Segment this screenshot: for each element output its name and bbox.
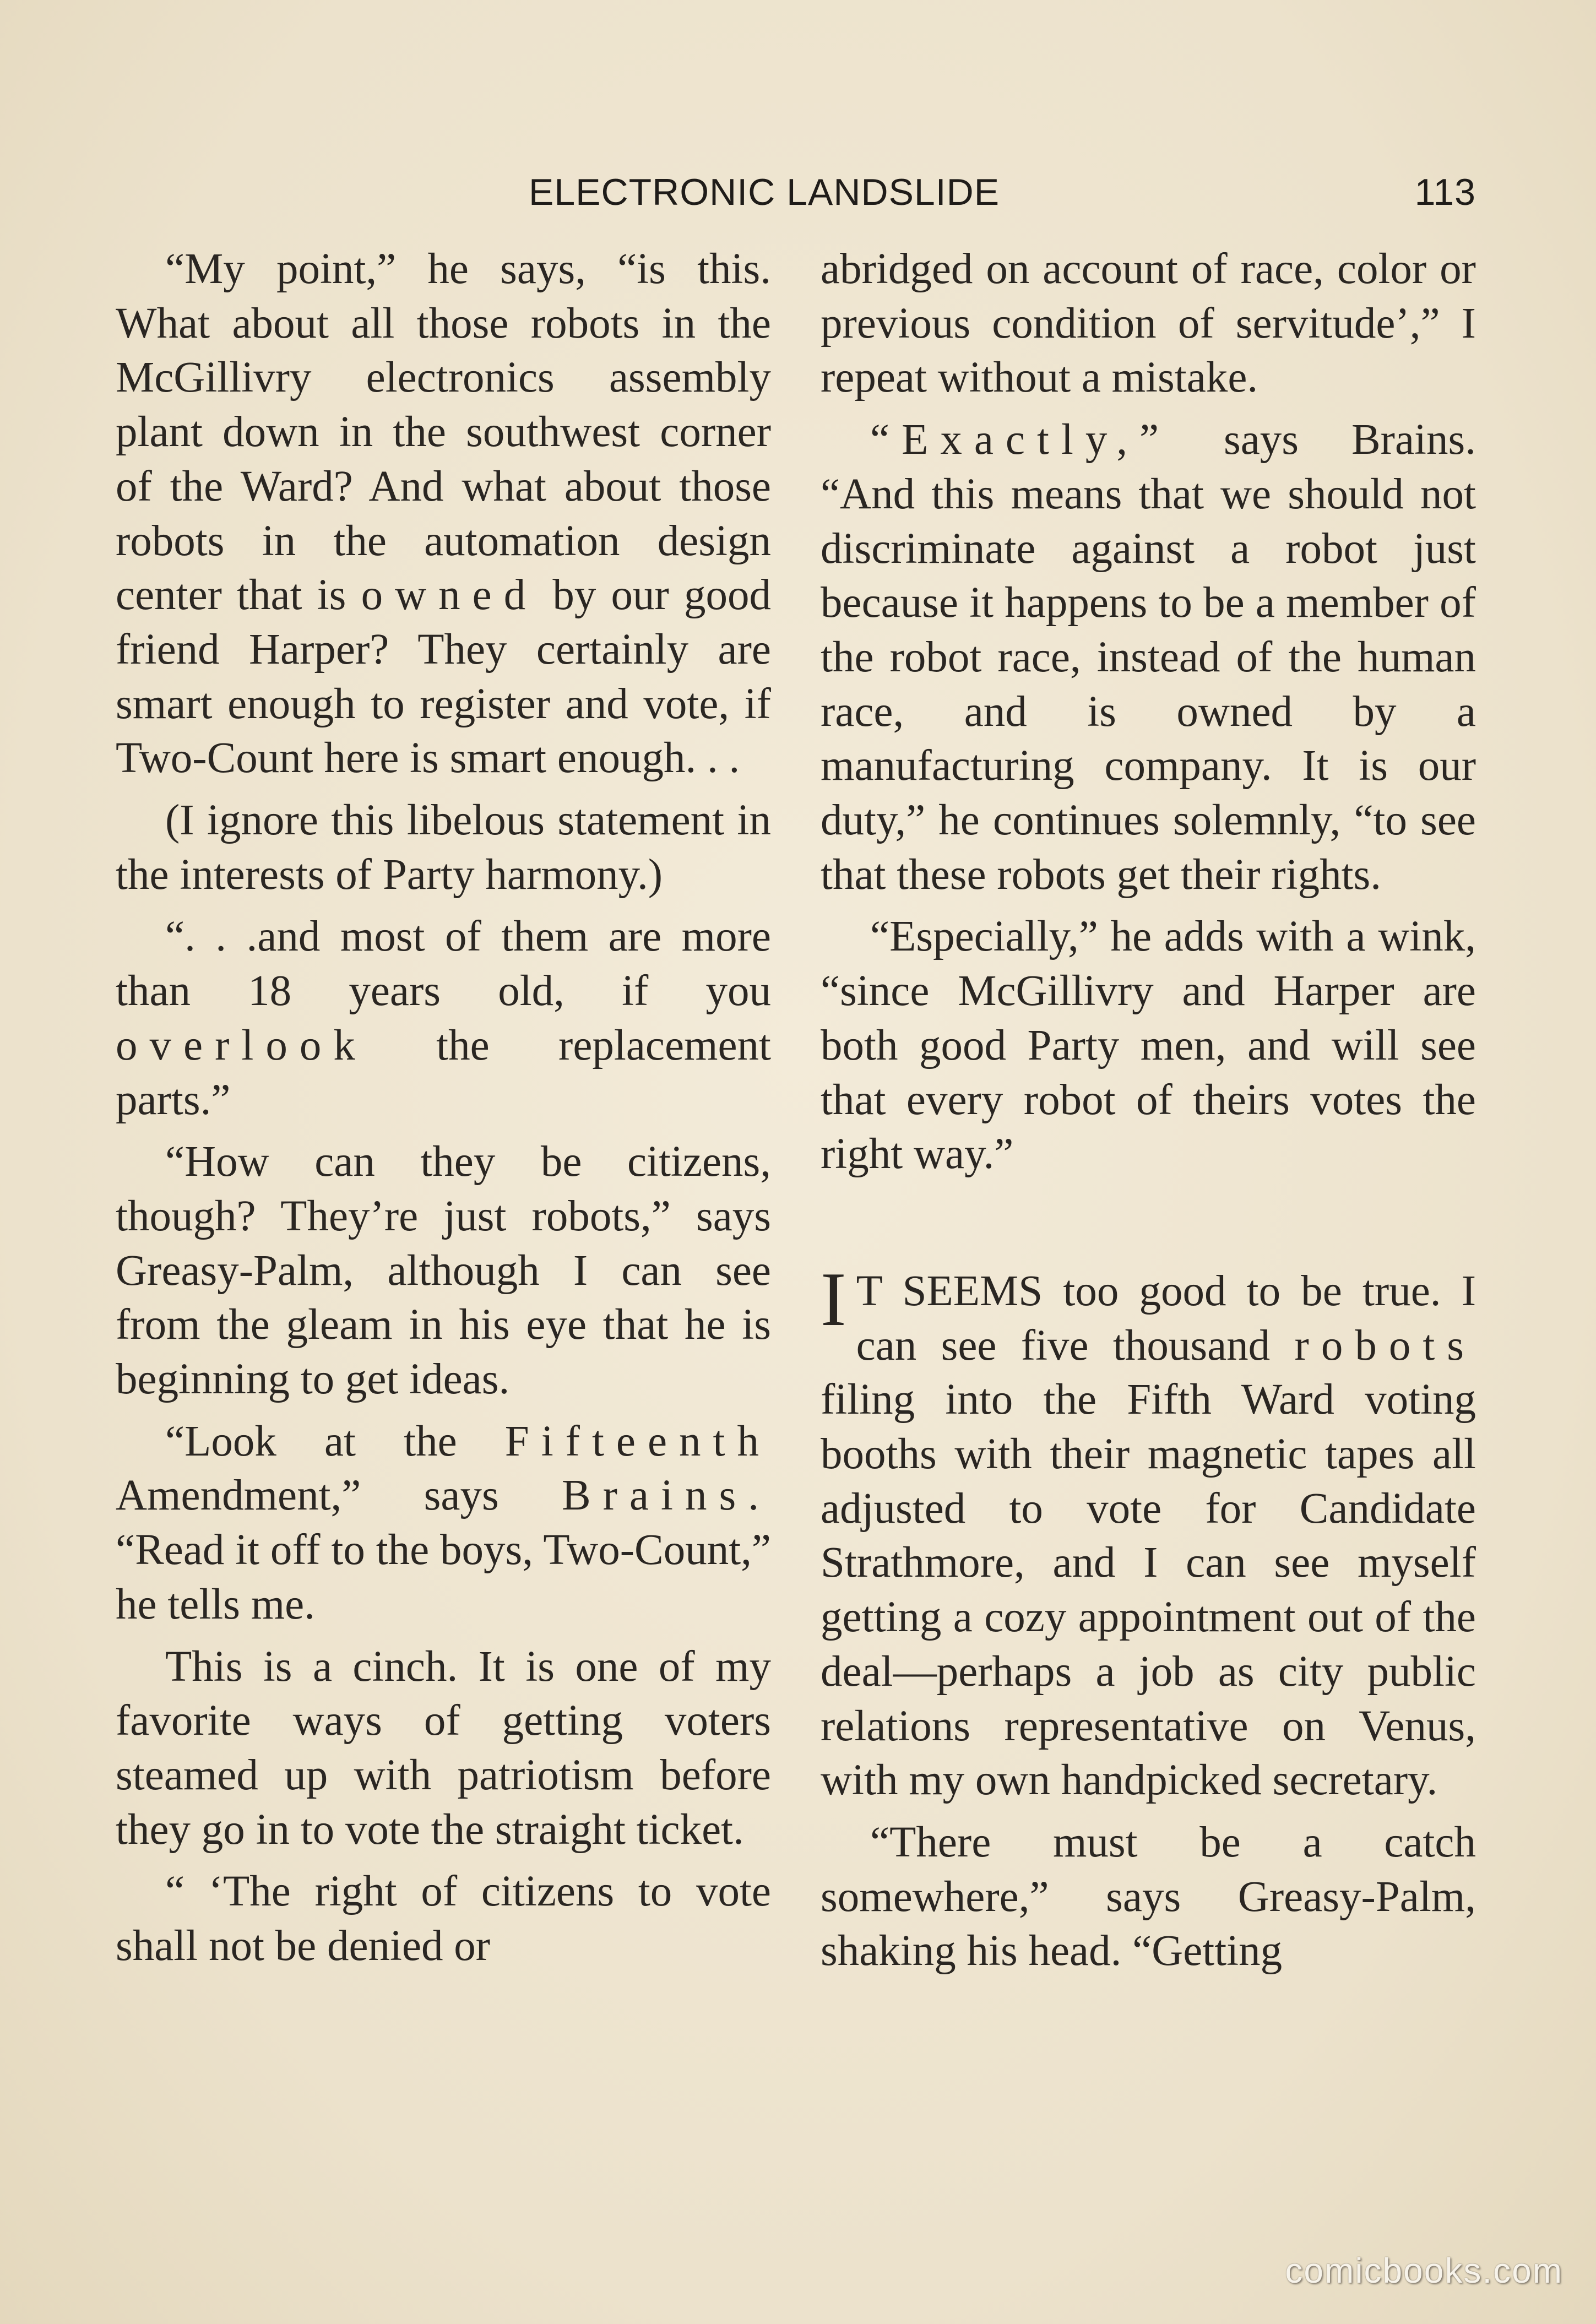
text-run: the replacement parts.”: [116, 1021, 771, 1124]
paragraph: [116, 1415, 771, 1632]
spaced-text: Brains.: [561, 1471, 771, 1520]
drop-cap: I: [821, 1256, 846, 1342]
left-column: [116, 242, 771, 1974]
paragraph: [116, 910, 771, 1127]
text-run: says Brains. “And this means that we should not discriminate against a robot just because it happens to be a member of the robot race, instead of the human race, and is owned by a manufacturing company. It is our duty,” he continues solemnly, “to see that these robots get their rights.: [821, 416, 1476, 899]
spaced-text: overlook: [116, 1021, 367, 1069]
paragraph: “How can they be citizens, though? They’re just robots,” says Greasy-Palm, although I can see from the gleam in his eye that he is beginning to get ideas.: [116, 1138, 771, 1404]
paragraph: (I ignore this libelous statement in the interests of Party harmony.): [116, 796, 771, 899]
page-number: 113: [1414, 171, 1476, 213]
text-run: “Read it off to the boys, Two-Count,” he tells me.: [116, 1526, 771, 1628]
section-start-paragraph: [821, 1256, 1476, 1808]
paragraph: [116, 242, 771, 786]
paragraph: This is a cinch. It is one of my favorite ways of getting voters steamed up with patriotism before they go in to vote the straight ticket.: [116, 1642, 771, 1854]
text-run: T SEEMS too good to be true. I can see five thousand: [856, 1267, 1476, 1370]
text-run: “Look at the: [165, 1417, 457, 1465]
spaced-text: Fifteenth: [504, 1417, 771, 1465]
spaced-text: owned: [361, 571, 538, 620]
spaced-text: “Exactly,”: [870, 416, 1171, 464]
right-column: [821, 242, 1476, 1979]
paragraph: “ ‘The right of citizens to vote shall not be denied or: [116, 1867, 771, 1970]
paragraph: abridged on account of race, color or previous condition of servitude’,” I repeat without a mistake.: [821, 245, 1476, 402]
spaced-text: robots: [1294, 1321, 1476, 1370]
running-title: ELECTRONIC LANDSLIDE: [529, 171, 1000, 213]
text-run: “. . .and most of them are more than 18 years old, if you: [116, 913, 771, 1016]
paragraph: “Especially,” he adds with a wink, “since McGillivry and Harper are both good Party men, and will see that every robot of theirs votes the right way.”: [821, 913, 1476, 1179]
paragraph: [821, 413, 1476, 902]
paragraph: “There must be a catch somewhere,” says Greasy-Palm, shaking his head. “Getting: [821, 1818, 1476, 1975]
watermark: comicbooks.com: [1285, 2251, 1563, 2290]
text-run: “My point,” he says, “is this. What about all those robots in the McGillivry electronics assembly plant down in the southwest corner of the Ward? And what about those robots in the automation design center that is: [116, 245, 771, 620]
text-run: Amendment,” says: [116, 1471, 499, 1520]
running-head: [529, 165, 1476, 226]
text-run: filing into the Fifth Ward voting booths with their magnetic tapes all adjusted to vote for Candidate Strathmore, and I can see myself getting a cozy appointment out of the deal—perhaps a job as city public relations representative on Venus, with my own handpicked secretary.: [821, 1376, 1476, 1805]
text-run: by our good friend Harper? They certainly are smart enough to register and vote, if Two-Count here is smart enough. . .: [116, 571, 772, 783]
